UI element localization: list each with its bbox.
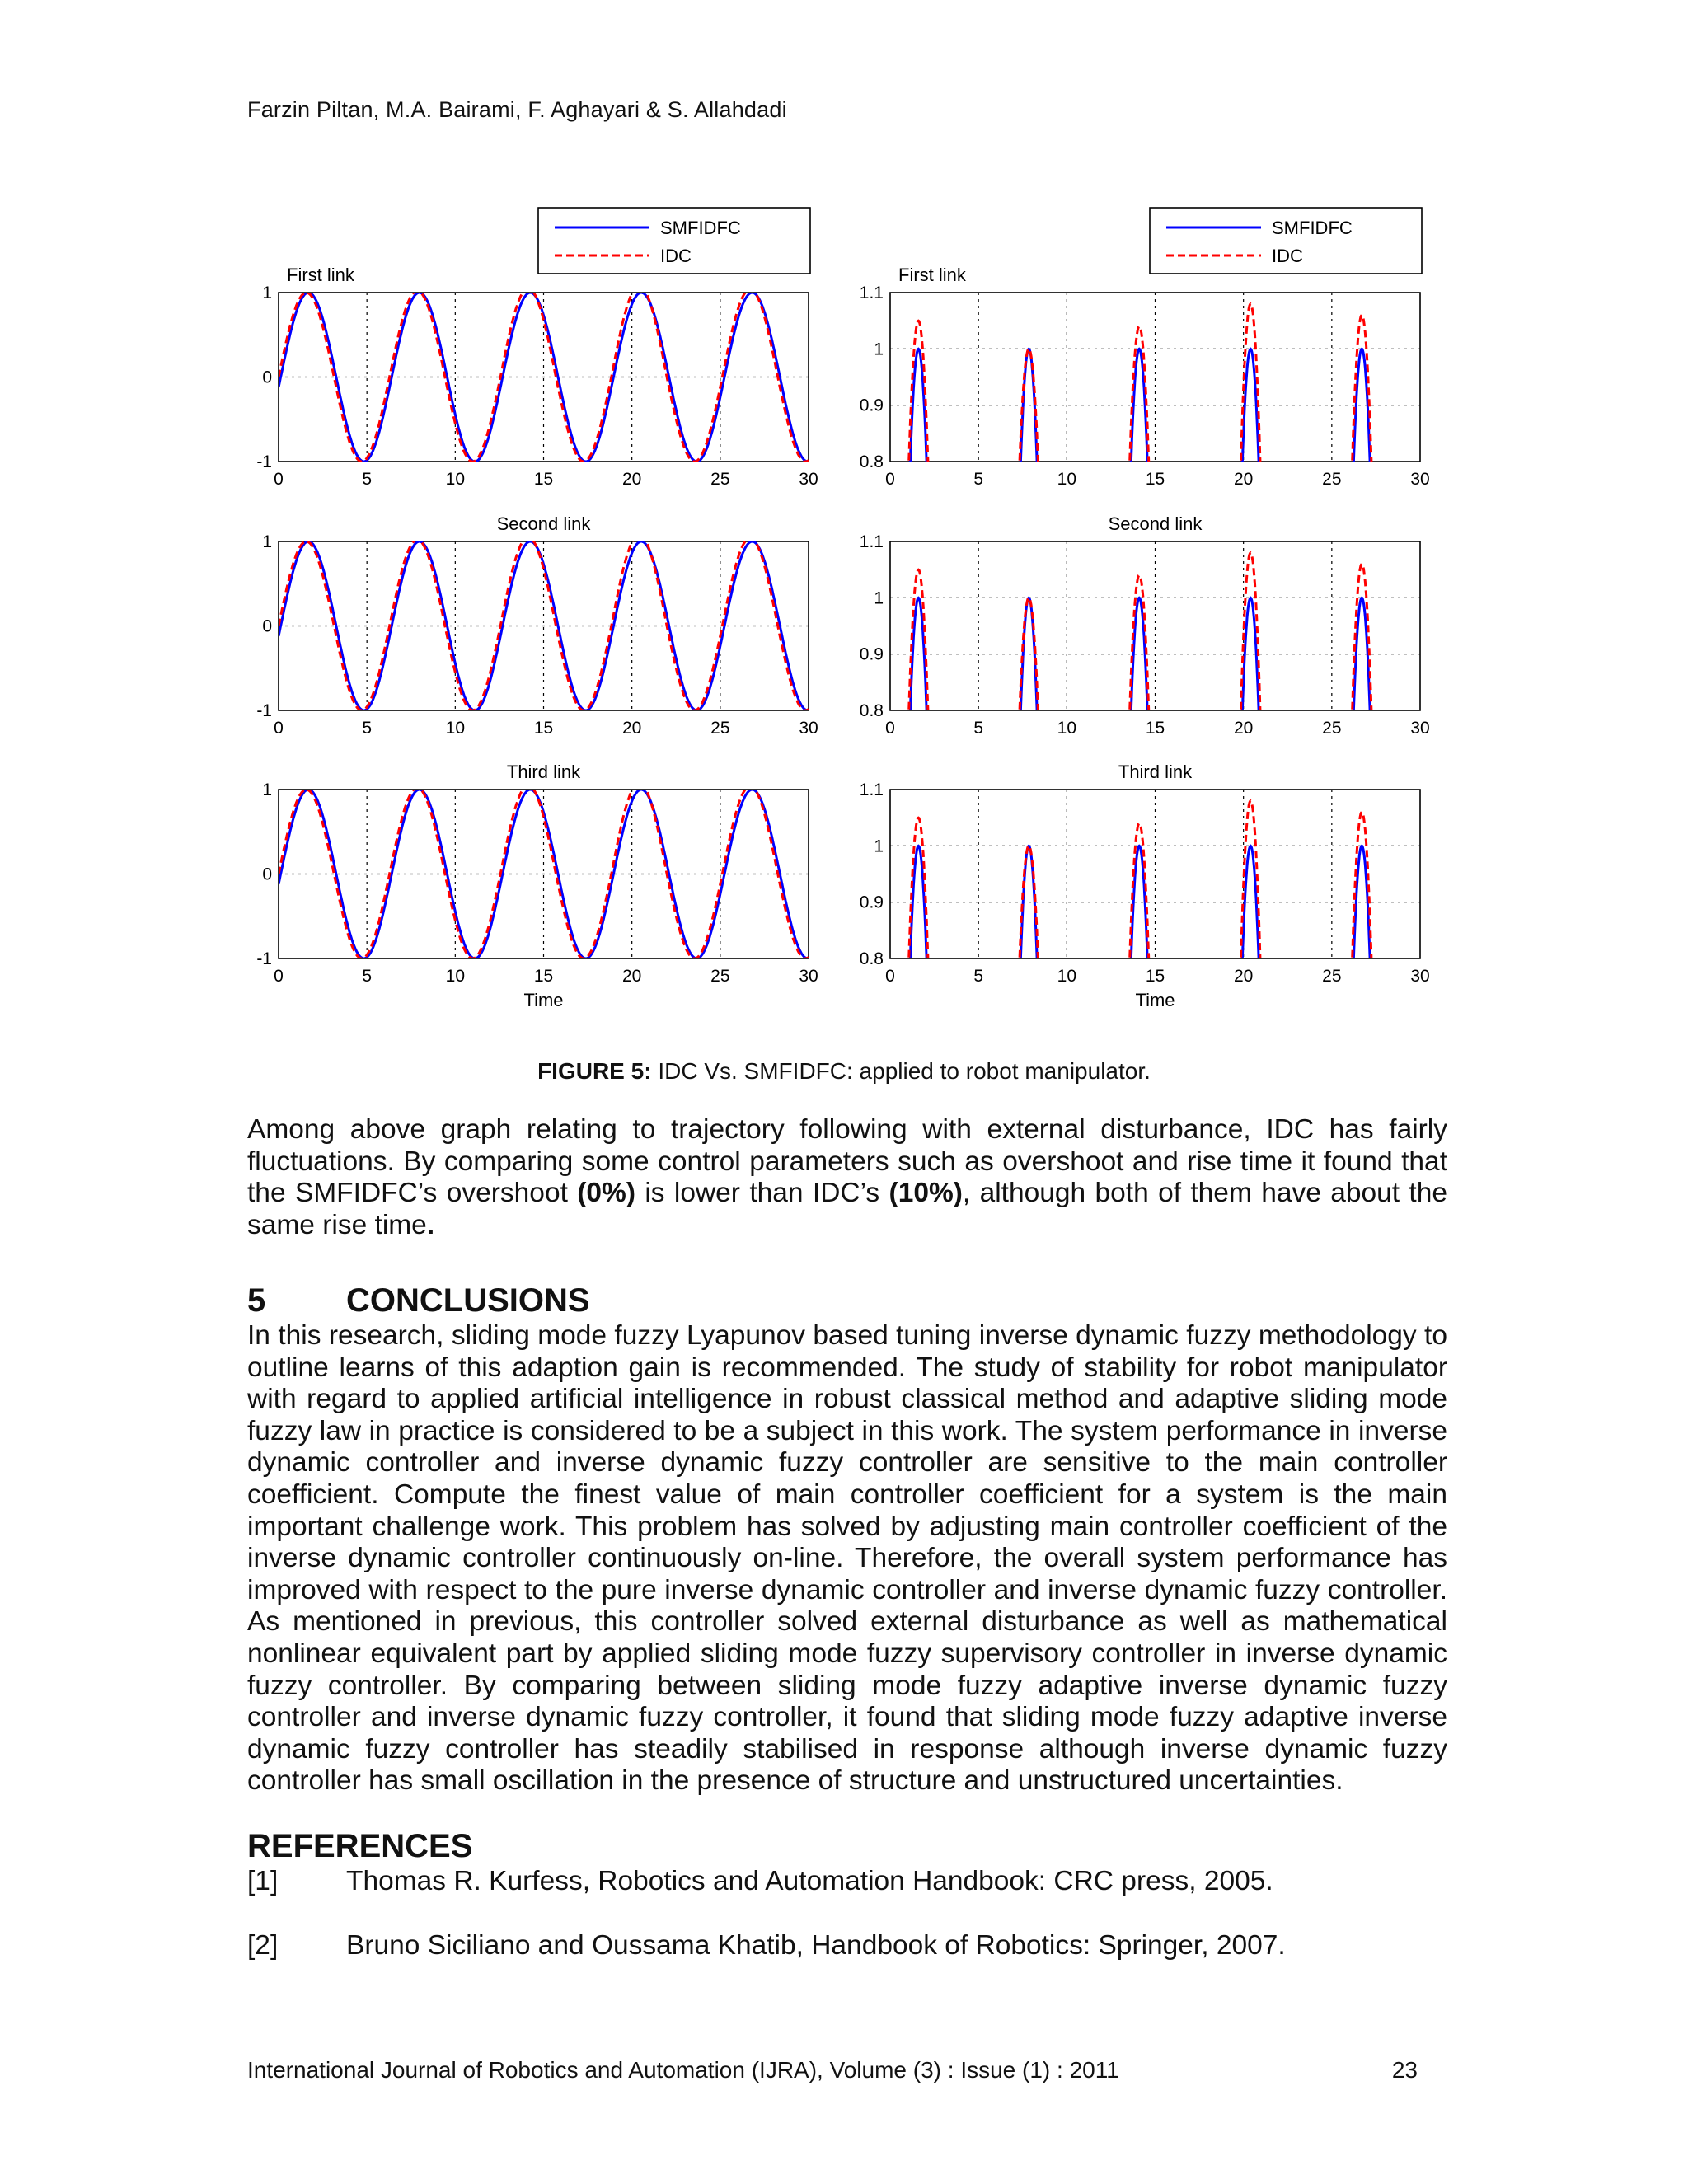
y-tick-label: 1 [262, 780, 272, 799]
legend-label-smfidfc: SMFIDFC [660, 218, 741, 238]
axes-box [890, 541, 1420, 710]
x-tick-label: 30 [1410, 470, 1430, 489]
reference-item [247, 1930, 1286, 1961]
page-number: 23 [1391, 2057, 1418, 2083]
legend [1150, 208, 1422, 274]
paragraph-text: Among above graph relating to trajectory following with external disturbance, IDC has fairly fluctuations. By comparing some control parameters such as overshoot and rise time it found that the SMFIDFC’s overshoot [247, 1114, 1447, 1209]
y-tick-label: -1 [256, 452, 272, 471]
subplot-title: Second link [496, 513, 591, 534]
subplot-1 [256, 208, 818, 489]
x-tick-label: 5 [362, 967, 373, 986]
x-tick-label: 25 [1322, 967, 1342, 986]
page-footer [247, 2057, 1418, 2083]
x-tick-label: 25 [710, 967, 730, 986]
paragraph-text: , although both of them have about the same rise time [247, 1178, 1447, 1240]
x-tick-label: 25 [710, 719, 730, 738]
x-axis-label: Time [523, 990, 564, 1010]
x-tick-label: 30 [1410, 967, 1430, 986]
reference-item [247, 1866, 1273, 1897]
subplot-title: First link [898, 265, 966, 285]
x-tick-label: 5 [973, 967, 984, 986]
x-tick-label: 0 [885, 967, 895, 986]
y-tick-label: 0.9 [859, 893, 884, 912]
legend-label-smfidfc: SMFIDFC [1272, 218, 1353, 238]
subplot-title: First link [287, 265, 354, 285]
x-tick-label: 20 [621, 967, 642, 986]
x-tick-label: 10 [445, 719, 466, 738]
x-tick-label: 5 [362, 719, 373, 738]
reference-number: [1] [247, 1866, 279, 1896]
x-tick-label: 5 [973, 470, 984, 489]
figure-caption-text: IDC Vs. SMFIDFC: applied to robot manipulator. [651, 1058, 1151, 1084]
x-tick-label: 15 [1145, 470, 1165, 489]
x-tick-label: 30 [799, 719, 818, 738]
y-tick-label: 0 [262, 865, 272, 884]
subplot-title: Second link [1108, 513, 1203, 534]
x-tick-label: 15 [533, 470, 554, 489]
subplot-title: Third link [1118, 762, 1193, 782]
y-tick-label: 1.1 [859, 532, 884, 551]
x-tick-label: 20 [1233, 719, 1254, 738]
axes-box [890, 293, 1420, 462]
subplot-5 [256, 762, 818, 1010]
figure-5 [256, 198, 1451, 1022]
x-tick-label: 30 [799, 470, 818, 489]
x-tick-label: 15 [1145, 719, 1165, 738]
x-tick-label: 15 [533, 719, 554, 738]
subplot-6 [860, 762, 1430, 1010]
x-tick-label: 0 [885, 719, 895, 738]
paragraph-overshoot [247, 1114, 1447, 1241]
running-header: Farzin Piltan, M.A. Bairami, F. Aghayari & S. Allahdadi [247, 97, 787, 122]
y-tick-label: 1 [262, 532, 272, 551]
paragraph-text: is lower than IDC’s [635, 1178, 889, 1209]
subplot-title: Third link [506, 762, 581, 782]
y-tick-label: 1 [262, 284, 272, 302]
x-tick-label: 20 [1233, 470, 1254, 489]
paragraph-bold: (10%) [889, 1178, 963, 1209]
x-tick-label: 5 [362, 470, 373, 489]
legend [538, 208, 810, 274]
x-tick-label: 15 [533, 967, 554, 986]
conclusions-paragraph: In this research, sliding mode fuzzy Lyapunov based tuning inverse dynamic fuzzy methodology to outline learns of this adaption gain is recommended. The study of stability for robot manipulator with regard to applied artificial intelligence in robust classical method and adaptive sliding mode fuzzy law in practice is considered to be a subject in this work. The system performance in inverse dynamic controller and inverse dynamic fuzzy controller are sensitive to the main controller coefficient. Compute the finest value of main controller coefficient for a system is the main important challenge work. This problem has solved by adjusting main controller coefficient of the inverse dynamic controller continuously on-line. Therefore, the overall system performance has improved with respect to the pure inverse dynamic controller and inverse dynamic fuzzy controller. As mentioned in previous, this controller solved external disturbance as well as mathematical nonlinear equivalent part by applied sliding mode fuzzy supervisory controller in inverse dynamic fuzzy controller. By comparing between sliding mode fuzzy adaptive inverse dynamic fuzzy controller and inverse dynamic fuzzy controller, it found that sliding mode fuzzy adaptive inverse dynamic fuzzy controller has steadily stabilised in response although inverse dynamic fuzzy controller has small oscillation in the presence of structure and unstructured uncertainties. [247, 1320, 1447, 1797]
y-tick-label: 1.1 [859, 780, 884, 799]
reference-number: [2] [247, 1930, 279, 1961]
x-tick-label: 0 [274, 967, 284, 986]
y-tick-label: 1.1 [859, 284, 884, 302]
y-tick-label: 0.8 [859, 949, 884, 968]
x-tick-label: 20 [1233, 967, 1254, 986]
x-axis-label: Time [1135, 990, 1175, 1010]
subplot-3 [256, 513, 818, 738]
legend-label-idc: IDC [660, 246, 692, 266]
reference-text: Thomas R. Kurfess, Robotics and Automation Handbook: CRC press, 2005. [346, 1866, 1273, 1896]
footer-journal: International Journal of Robotics and Automation (IJRA), Volume (3) : Issue (1) : 2011 [247, 2057, 1119, 2083]
section-title: CONCLUSIONS [346, 1282, 590, 1319]
paragraph-bold: . [426, 1209, 435, 1240]
section-heading-conclusions [247, 1282, 590, 1319]
subplot-4 [860, 513, 1430, 756]
y-tick-label: 0 [262, 616, 272, 636]
x-tick-label: 0 [274, 470, 284, 489]
x-tick-label: 10 [445, 967, 466, 986]
y-tick-label: 0.9 [859, 396, 884, 415]
y-tick-label: 0.8 [859, 452, 884, 471]
x-tick-label: 10 [1057, 470, 1077, 489]
figure-caption [0, 1058, 1688, 1085]
x-tick-label: 10 [445, 470, 466, 489]
reference-text: Bruno Siciliano and Oussama Khatib, Handbook of Robotics: Springer, 2007. [346, 1930, 1286, 1961]
x-tick-label: 25 [1322, 719, 1342, 738]
y-tick-label: -1 [256, 949, 272, 968]
x-tick-label: 0 [885, 470, 895, 489]
y-tick-label: 0.8 [859, 701, 884, 720]
figure-caption-label: FIGURE 5: [537, 1058, 652, 1084]
y-tick-label: 0 [262, 368, 272, 387]
x-tick-label: 10 [1057, 967, 1077, 986]
x-tick-label: 15 [1145, 967, 1165, 986]
x-tick-label: 30 [799, 967, 818, 986]
x-tick-label: 20 [621, 719, 642, 738]
y-tick-label: 1 [874, 340, 884, 359]
y-tick-label: -1 [256, 701, 272, 720]
x-tick-label: 30 [1410, 719, 1430, 738]
x-tick-label: 25 [710, 470, 730, 489]
y-tick-label: 1 [874, 837, 884, 856]
y-tick-label: 1 [874, 588, 884, 608]
y-tick-label: 0.9 [859, 644, 884, 664]
axes-box [890, 790, 1420, 958]
x-tick-label: 20 [621, 470, 642, 489]
section-number: 5 [247, 1282, 266, 1319]
legend-label-idc: IDC [1272, 246, 1303, 266]
x-tick-label: 5 [973, 719, 984, 738]
x-tick-label: 25 [1322, 470, 1342, 489]
references-heading: REFERENCES [247, 1828, 473, 1864]
x-tick-label: 10 [1057, 719, 1077, 738]
subplot-2 [860, 208, 1430, 507]
x-tick-label: 0 [274, 719, 284, 738]
paragraph-bold: (0%) [577, 1178, 635, 1209]
